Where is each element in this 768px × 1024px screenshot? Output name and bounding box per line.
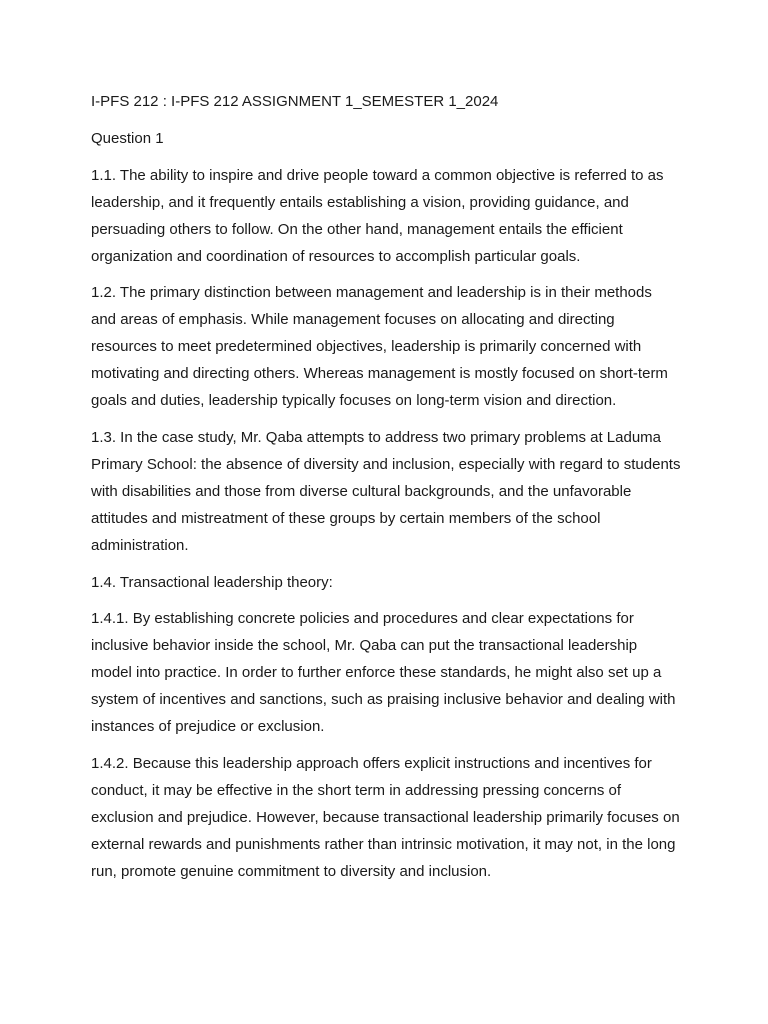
paragraph-1-3: 1.3. In the case study, Mr. Qaba attempts to address two primary problems at Laduma Primary School: the absence of diversity and inclusion, especially with regard to students with disabilities and those from diverse cultural backgrounds, and the unfavorable attitudes and mistreatment of these groups by certain members of the school administration. <box>91 428 681 554</box>
document-title: I-PFS 212 : I-PFS 212 ASSIGNMENT 1_SEMESTER 1_2024 <box>91 93 499 110</box>
paragraph-1-4-1: 1.4.1. By establishing concrete policies and procedures and clear expectations for inclusive behavior inside the school, Mr. Qaba can put the transactional leadership model into practice. In order to further enforce these standards, he might also set up a system of incentives and sanctions, such as praising inclusive behavior and dealing with instances of prejudice or exclusion. <box>91 610 676 736</box>
paragraph-1-1: 1.1. The ability to inspire and drive people toward a common objective is referred to as leadership, and it frequently entails establishing a vision, providing guidance, and persuading others to follow. On the other hand, management entails the efficient organization and coordination of resources to accomplish particular goals. <box>91 166 664 265</box>
paragraph-1-2: 1.2. The primary distinction between management and leadership is in their methods and areas of emphasis. While management focuses on allocating and directing resources to meet predetermined objectives, leadership is primarily concerned with motivating and directing others. Whereas management is mostly focused on short-term goals and duties, leadership typically focuses on long-term vision and direction. <box>91 284 668 410</box>
question-heading: Question 1 <box>91 129 164 147</box>
paragraph-1-4-2: 1.4.2. Because this leadership approach offers explicit instructions and incentives for conduct, it may be effective in the short term in addressing pressing concerns of exclusion and prejudice. However, because transactional leadership primarily focuses on external rewards and punishments rather than intrinsic motivation, it may not, in the long run, promote genuine commitment to diversity and inclusion. <box>91 754 680 880</box>
paragraph-1-4-heading: 1.4. Transactional leadership theory: <box>91 573 333 591</box>
document-body <box>91 89 681 895</box>
